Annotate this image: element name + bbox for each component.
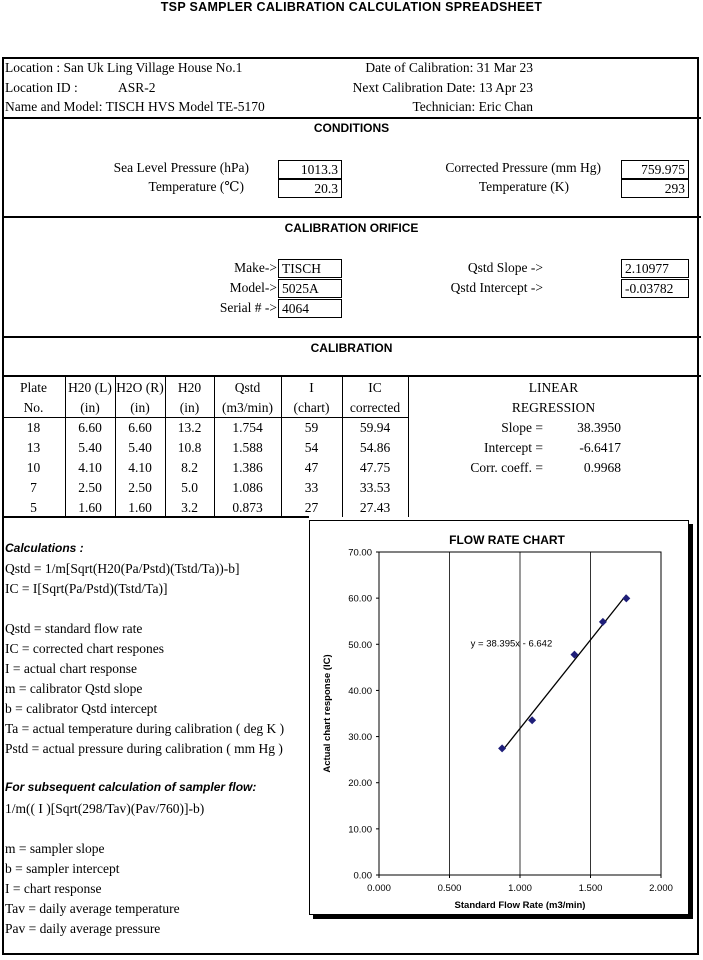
data-point xyxy=(599,618,607,626)
intercept-label: Intercept = xyxy=(484,440,543,455)
y-tick-label: 50.00 xyxy=(348,639,372,651)
name-model-text: Name and Model: TISCH HVS Model TE-5170 xyxy=(5,99,265,114)
make-value: TISCH xyxy=(278,259,342,278)
divider xyxy=(2,375,701,377)
cell-h2o-total: 8.2 xyxy=(181,460,198,475)
divider xyxy=(2,336,701,338)
formula-qstd: Qstd = 1/m[Sqrt(H20(Pa/Pstd)(Tstd/Ta))-b] xyxy=(5,561,240,576)
definition-b: b = calibrator Qstd intercept xyxy=(5,701,158,716)
cell-qstd: 1.588 xyxy=(232,440,263,455)
cell-h2o-left: 4.10 xyxy=(78,460,102,475)
corr-coeff-label: Corr. coeff. = xyxy=(470,460,543,475)
x-tick-label: 0.500 xyxy=(437,883,462,894)
cell-h2o-left: 5.40 xyxy=(78,440,102,455)
y-tick-label: 40.00 xyxy=(348,685,372,697)
definition-qstd: Qstd = standard flow rate xyxy=(5,621,143,636)
cell-qstd: 1.086 xyxy=(232,480,263,495)
cell-ic-corrected: 59.94 xyxy=(359,420,391,435)
header-i-chart: I (chart) xyxy=(293,380,330,415)
y-tick-label: 20.00 xyxy=(348,778,372,790)
model-value: 5025A xyxy=(278,279,342,298)
cell-i-chart: 54 xyxy=(304,440,319,455)
sea-level-pressure-value: 1013.3 xyxy=(278,160,342,179)
definition-sampler-b: b = sampler intercept xyxy=(5,861,120,876)
temperature-c-label: Temperature (℃) xyxy=(148,179,244,194)
definition-ta: Ta = actual temperature during calibration ( deg K ) xyxy=(5,721,285,736)
serial-value: 4064 xyxy=(278,299,342,318)
location-text: Location : San Uk Ling Village House No.1 xyxy=(5,60,243,75)
cell-qstd: 1.386 xyxy=(232,460,263,475)
make-label: Make-> xyxy=(234,260,277,275)
corrected-pressure-label: Corrected Pressure (mm Hg) xyxy=(445,160,601,175)
cell-h2o-total: 5.0 xyxy=(181,480,198,495)
corrected-pressure-value: 759.975 xyxy=(621,160,689,179)
qstd-intercept-label: Qstd Intercept -> xyxy=(450,280,543,295)
definition-ic: IC = corrected chart respones xyxy=(5,641,165,656)
definition-pav: Pav = daily average pressure xyxy=(5,921,161,936)
cell-h2o-left: 2.50 xyxy=(78,480,102,495)
qstd-slope-label: Qstd Slope -> xyxy=(467,260,543,275)
cell-plate: 5 xyxy=(30,500,37,515)
definition-chart-response: I = chart response xyxy=(5,881,102,896)
cell-plate: 18 xyxy=(26,420,41,435)
cell-h2o-left: 1.60 xyxy=(78,500,102,515)
definition-m: m = calibrator Qstd slope xyxy=(5,681,143,696)
definition-sampler-m: m = sampler slope xyxy=(5,841,105,856)
temperature-k-label: Temperature (K) xyxy=(478,179,569,194)
header-h2o-total: H20 (in) xyxy=(177,380,202,415)
location-id-value: ASR-2 xyxy=(118,80,156,95)
cell-i-chart: 59 xyxy=(304,420,319,435)
y-axis-label: Actual chart response (IC) xyxy=(322,654,333,773)
page-title: TSP SAMPLER CALIBRATION CALCULATION SPREADSHEET xyxy=(160,0,543,14)
cell-h2o-right: 2.50 xyxy=(128,480,152,495)
qstd-slope-value: 2.10977 xyxy=(621,259,689,278)
x-axis-label: Standard Flow Rate (m3/min) xyxy=(454,900,586,911)
date-of-calibration: Date of Calibration: 31 Mar 23 xyxy=(365,60,533,75)
next-calibration-date: Next Calibration Date: 13 Apr 23 xyxy=(352,80,533,95)
flow-rate-chart xyxy=(309,520,689,915)
cell-h2o-left: 6.60 xyxy=(78,420,102,435)
divider xyxy=(2,117,701,119)
divider xyxy=(2,216,701,218)
trendline-equation: y = 38.395x - 6.642 xyxy=(470,638,553,650)
cell-h2o-right: 4.10 xyxy=(128,460,152,475)
calibration-orifice-heading: CALIBRATION ORIFICE xyxy=(284,221,419,235)
calibration-heading: CALIBRATION xyxy=(310,341,393,355)
header-qstd: Qstd (m3/min) xyxy=(222,380,273,415)
y-tick-label: 30.00 xyxy=(348,732,372,744)
cell-ic-corrected: 54.86 xyxy=(359,440,391,455)
cell-ic-corrected: 33.53 xyxy=(359,480,391,495)
cell-qstd: 1.754 xyxy=(232,420,263,435)
x-tick-label: 1.500 xyxy=(578,883,603,894)
trendline xyxy=(502,595,626,751)
conditions-heading: CONDITIONS xyxy=(313,121,390,135)
x-tick-label: 0.000 xyxy=(367,883,391,894)
cell-h2o-total: 13.2 xyxy=(177,420,202,435)
technician: Technician: Eric Chan xyxy=(412,99,533,114)
cell-i-chart: 47 xyxy=(304,460,319,475)
header-h2o-left: H20 (L) (in) xyxy=(68,380,112,415)
cell-plate: 10 xyxy=(26,460,41,475)
cell-h2o-right: 5.40 xyxy=(128,440,152,455)
definition-tav: Tav = daily average temperature xyxy=(5,901,180,916)
sea-level-pressure-label: Sea Level Pressure (hPa) xyxy=(113,160,249,175)
data-point xyxy=(622,594,630,602)
cell-ic-corrected: 27.43 xyxy=(359,500,391,515)
cell-h2o-total: 3.2 xyxy=(181,500,198,515)
y-tick-label: 60.00 xyxy=(348,593,372,605)
cell-qstd: 0.873 xyxy=(232,500,263,515)
header-ic-corrected: IC corrected xyxy=(349,380,401,415)
calculations-heading: Calculations : xyxy=(5,541,84,555)
chart-title: FLOW RATE CHART xyxy=(449,533,565,547)
slope-label: Slope = xyxy=(501,420,543,435)
cell-i-chart: 33 xyxy=(304,480,319,495)
serial-label: Serial # -> xyxy=(219,300,277,315)
cell-ic-corrected: 47.75 xyxy=(359,460,391,475)
slope-value: 38.3950 xyxy=(577,420,621,435)
sampler-formula: 1/m(( I )[Sqrt(298/Tav)(Pav/760)]-b) xyxy=(5,801,205,816)
qstd-intercept-value: -0.03782 xyxy=(621,279,689,298)
flow-rate-chart-svg xyxy=(310,521,688,914)
subsequent-heading: For subsequent calculation of sampler flow: xyxy=(5,780,257,794)
x-tick-label: 2.000 xyxy=(649,883,673,894)
cell-i-chart: 27 xyxy=(304,500,319,515)
model-label: Model-> xyxy=(229,280,277,295)
formula-ic: IC = I[Sqrt(Pa/Pstd)(Tstd/Ta)] xyxy=(5,581,168,596)
cell-plate: 13 xyxy=(26,440,41,455)
intercept-value: -6.6417 xyxy=(579,440,621,455)
header-plate: Plate No. xyxy=(20,380,47,415)
data-point xyxy=(498,744,506,752)
temperature-c-value: 20.3 xyxy=(278,179,342,198)
definition-pstd: Pstd = actual pressure during calibration ( mm Hg ) xyxy=(5,741,283,756)
definition-i: I = actual chart response xyxy=(5,661,138,676)
cell-h2o-total: 10.8 xyxy=(177,440,202,455)
temperature-k-value: 293 xyxy=(621,179,689,198)
location-id-label: Location ID : xyxy=(5,80,78,95)
header-h2o-right: H2O (R) (in) xyxy=(116,380,164,415)
divider xyxy=(2,516,309,518)
cell-plate: 7 xyxy=(30,480,37,495)
header-linear-regression: LINEAR REGRESSION xyxy=(511,380,596,415)
corr-coeff-value: 0.9968 xyxy=(583,460,621,475)
y-tick-label: 10.00 xyxy=(348,824,372,836)
x-tick-label: 1.000 xyxy=(508,883,532,894)
cell-h2o-right: 6.60 xyxy=(128,420,152,435)
y-tick-label: 70.00 xyxy=(348,547,372,559)
y-tick-label: 0.00 xyxy=(353,870,372,882)
cell-h2o-right: 1.60 xyxy=(128,500,152,515)
